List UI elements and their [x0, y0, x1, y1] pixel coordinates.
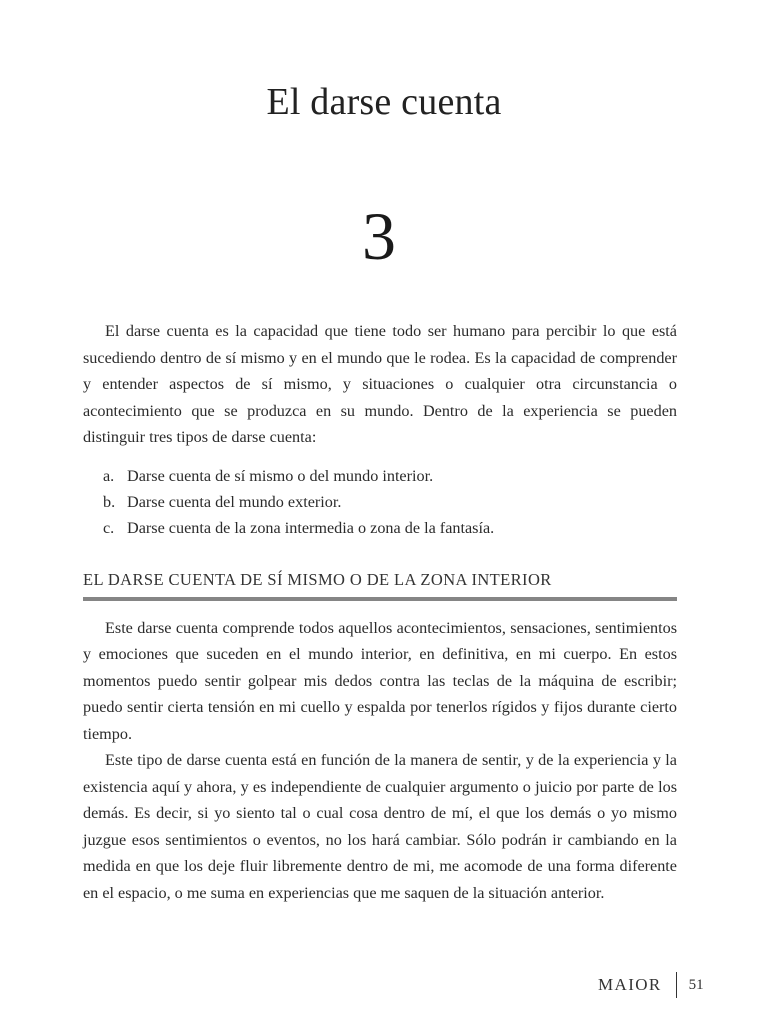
- intro-paragraph: El darse cuenta es la capacidad que tiene todo ser humano para percibir lo que está sucediendo dentro de sí mismo y en el mundo que le rodea. Es la capacidad de comprender y entender aspectos de sí mismo, y situaciones o cualquier otra circunstancia o acontecimiento que se produzca en su mundo. Dentro de la experiencia se pueden distinguir tres tipos de darse cuenta:: [83, 322, 677, 446]
- list-item-text: Darse cuenta del mundo exterior.: [127, 492, 342, 511]
- footer-brand: MAIOR: [598, 975, 662, 994]
- list-marker: c.: [103, 518, 115, 537]
- chapter-title: El darse cuenta: [266, 81, 502, 123]
- list-marker: a.: [103, 466, 115, 485]
- list-marker: b.: [103, 492, 116, 511]
- list-item: [83, 515, 677, 541]
- section-paragraph: Este tipo de darse cuenta está en función de la manera de sentir, y de la experiencia y la existencia aquí y ahora, y es independiente de cualquier argumento o juicio por parte de los demás. Es decir, si yo siento tal o cual cosa dentro de mí, el que los demás o yo mismo juzgue esos sentimientos o eventos, no los hará cambiar. Sólo podrán ir cambiando en la medida en que los deje fluir libremente dentro de mi, me acomode de una forma diferente en el espacio, o me suma en experiencias que me saquen de la situación anterior.: [83, 751, 677, 902]
- section-heading: EL DARSE CUENTA DE SÍ MISMO O DE LA ZONA INTERIOR: [83, 569, 677, 601]
- page-content: [83, 318, 677, 906]
- page-number: 51: [688, 976, 704, 993]
- list-item-text: Darse cuenta de sí mismo o del mundo interior.: [127, 466, 434, 485]
- list-item-text: Darse cuenta de la zona intermedia o zona de la fantasía.: [127, 518, 495, 537]
- list-item: [83, 463, 677, 489]
- section-paragraph: Este darse cuenta comprende todos aquellos acontecimientos, sensaciones, sentimientos y emociones que suceden en el mundo interior, en definitiva, en mi cuerpo. En estos momentos puedo sentir golpear mis dedos contra las teclas de la máquina de escribir; puedo sentir cierta tensión en mi cuello y espalda por tenerlos rígidos y fijos durante cierto tiempo.: [83, 618, 677, 743]
- page-footer: [598, 972, 704, 998]
- footer-separator: [676, 972, 677, 998]
- chapter-number: 3: [362, 198, 396, 274]
- awareness-types-list: [83, 463, 677, 541]
- section-body: [83, 615, 677, 907]
- list-item: [83, 489, 677, 515]
